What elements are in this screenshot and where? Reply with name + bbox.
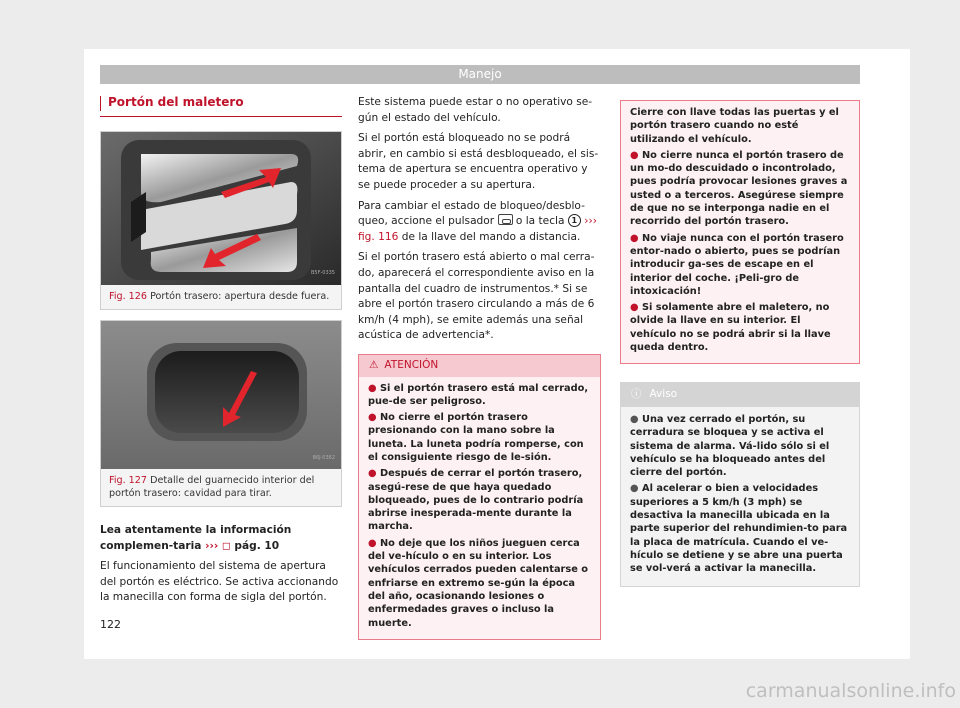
remote-unlock-icon bbox=[498, 214, 513, 225]
figure-126-image bbox=[101, 132, 341, 285]
warning-item: ● Si el portón trasero está mal cerrado, pue-de ser peligroso. bbox=[368, 382, 589, 407]
warning-body bbox=[359, 377, 600, 639]
warning-item: ● Después de cerrar el portón trasero, asegú-rese de que haya quedado bloqueado, pues de lo contrario podría abrirse inesperada-mente durante la marcha. bbox=[368, 468, 584, 533]
figure-127-image bbox=[101, 321, 341, 469]
warning-intro: Cierre con llave todas las puertas y el portón trasero cuando no esté utilizando el vehículo. bbox=[630, 107, 839, 145]
figure-caption-text: Portón trasero: apertura desde fuera. bbox=[150, 290, 330, 302]
note-item: ● Una vez cerrado el portón, su cerradura se bloquea y se activa el sistema de alarma. Vá-lido sólo si el vehículo se ha bloqueado antes del cierre del portón. bbox=[630, 413, 830, 479]
book-icon: ◻ bbox=[221, 539, 231, 552]
body-paragraph: Si el portón trasero está abierto o mal cerra-do, aparecerá el correspondiente aviso en la pantalla del cuadro de instrumentos.* Si se abre el portón trasero circulando a más de 6 km/h (4 mph), se emite además una señal acústica de advertencia*. bbox=[358, 251, 595, 342]
figure-127-caption bbox=[101, 469, 341, 506]
warning-continuation-box bbox=[620, 100, 860, 364]
figure-126-caption bbox=[101, 285, 341, 310]
warning-title: ATENCIÓN bbox=[384, 358, 439, 371]
figure-code: B6J-0362 bbox=[312, 454, 335, 461]
note-item: ● Al acelerar o bien a velocidades superiores a 5 km/h (3 mph) se desactiva la manecilla ubicada en la parte superior del rehundimien-to para la placa de matrícula. Cuando el ve-hículo se detiene y se abre una puerta se vol-verá a activar la manecilla. bbox=[630, 483, 848, 575]
figure-code: B5F-0335 bbox=[310, 270, 335, 276]
pull-cavity-illustration bbox=[101, 321, 341, 469]
body-paragraph: Este sistema puede estar o no operativo se-gún el estado del vehículo. bbox=[358, 96, 593, 124]
figure-label: Fig. 126 bbox=[109, 290, 147, 302]
info-icon: ⓘ bbox=[631, 388, 642, 401]
column-2 bbox=[358, 95, 601, 640]
warning-header bbox=[359, 355, 600, 377]
warning-continuation-body bbox=[621, 101, 859, 363]
figure-caption-text: Detalle del guarnecido interior del portón trasero: cavidad para tirar. bbox=[109, 475, 315, 499]
note-box bbox=[620, 382, 860, 586]
body-paragraph: El funcionamiento del sistema de apertura del portón es eléctrico. Se activa accionando la manecilla con forma de sigla del portón. bbox=[100, 560, 339, 604]
lead-page-ref[interactable]: pág. 10 bbox=[234, 539, 280, 552]
warning-item: ● Si solamente abre el maletero, no olvide la llave en su interior. El vehículo no se podrá abrir si la llave queda dentro. bbox=[630, 302, 831, 354]
body-paragraph: Si el portón está bloqueado no se podrá abrir, en cambio si está desbloqueado, el sis-tema de apertura se encuentra operativo y se puede proceder a su apertura. bbox=[358, 132, 599, 191]
column-1 bbox=[100, 95, 342, 611]
body-text: de la llave del mando a distancia. bbox=[401, 230, 581, 243]
warning-triangle-icon: ⚠ bbox=[369, 358, 379, 371]
key-number-badge: 1 bbox=[568, 214, 581, 227]
note-title: Aviso bbox=[649, 388, 678, 401]
seat-logo-handle-illustration bbox=[101, 132, 341, 285]
section-title: Portón del maletero bbox=[100, 95, 342, 117]
figure-126 bbox=[100, 131, 342, 311]
warning-item: ● No cierre nunca el portón trasero de un mo-do descuidado o incontrolado, pues podría provocar lesiones graves a usted o a terceros. Asegúrese siempre de que no se interponga nadie en el recorrido del portón trasero. bbox=[630, 149, 848, 228]
lead-arrow[interactable]: ››› bbox=[205, 539, 219, 552]
body-paragraph-lock bbox=[358, 199, 601, 246]
figure-127 bbox=[100, 320, 342, 507]
warning-box bbox=[358, 354, 601, 640]
warning-item: ● No deje que los niños jueguen cerca del ve-hículo o en su interior. Los vehículos cerrados pueden calentarse o enfriarse en extremo se-gún la época del año, ocasionando lesiones o enfermedades graves o incluso la muerte. bbox=[368, 537, 588, 629]
figure-label: Fig. 127 bbox=[109, 475, 147, 487]
page-number: 122 bbox=[100, 618, 121, 631]
body-text: Para cambiar el estado de bloqueo/desblo-queo, accione el pulsador bbox=[358, 199, 585, 228]
warning-item: ● No cierre el portón trasero presionando con la mano sobre la luneta. La luneta podría romperse, con el consiguiente riesgo de le-sión. bbox=[368, 412, 584, 463]
column-3 bbox=[620, 95, 860, 587]
note-header bbox=[621, 383, 859, 407]
fig-ref-link[interactable]: fig. 116 bbox=[358, 230, 399, 243]
body-text: o la tecla bbox=[515, 215, 565, 228]
lead-paragraph bbox=[100, 523, 342, 554]
warning-item: ● No viaje nunca con el portón trasero entor-nado o abierto, pues se podrían introducir ga-ses de escape en el interior del coche. ¡Peli-gro de intoxicación! bbox=[630, 232, 844, 297]
note-body bbox=[621, 407, 859, 586]
watermark: carmanualsonline.info bbox=[745, 680, 956, 702]
page-header: Manejo bbox=[100, 65, 860, 84]
lead-text: Lea atentamente la información complemen-taria bbox=[100, 524, 292, 552]
fig-ref-arrow[interactable]: ››› bbox=[584, 215, 597, 228]
